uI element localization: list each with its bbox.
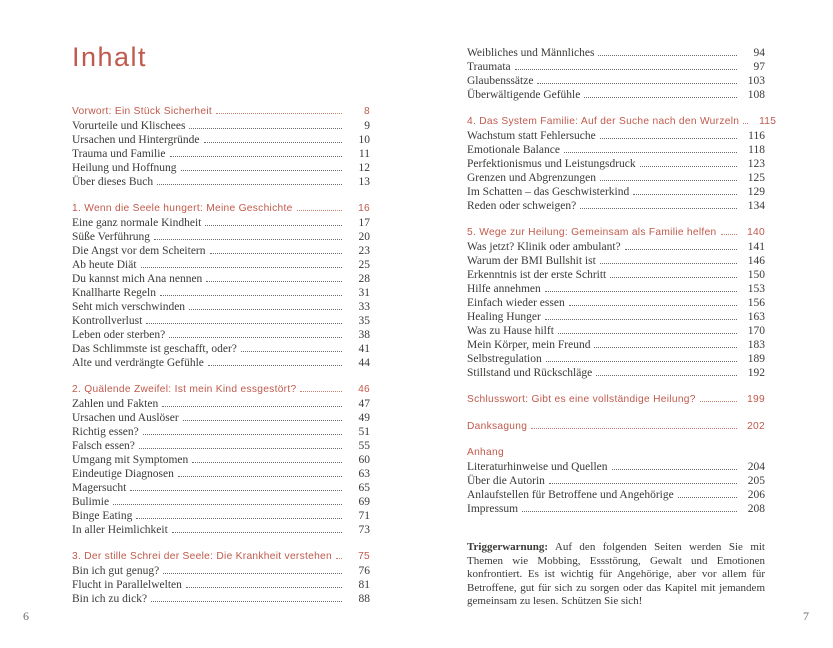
dot-leader: [336, 549, 342, 559]
toc-entry-label: Healing Hunger: [467, 311, 541, 323]
toc-heading-row: [72, 382, 370, 397]
toc-entry-row: [467, 338, 765, 352]
toc-entry-row: [467, 74, 765, 88]
toc-entry-page: 204: [747, 461, 765, 473]
toc-group: [467, 446, 765, 516]
toc-entry-page: 17: [358, 217, 370, 229]
toc-entry-label: Weibliches und Männliches: [467, 47, 595, 59]
toc-entry-page: 51: [358, 426, 370, 438]
dot-leader: [160, 286, 342, 296]
toc-group: [72, 201, 370, 370]
toc-entry-row: [467, 282, 765, 296]
toc-entry-row: [467, 254, 765, 268]
dot-leader: [598, 46, 737, 56]
toc-entry-label: Hilfe annehmen: [467, 283, 541, 295]
toc-entry-page: 60: [358, 454, 370, 466]
toc-entry-label: Grenzen und Abgrenzungen: [467, 172, 597, 184]
toc-entry-page: 189: [747, 353, 765, 365]
dot-leader: [640, 157, 737, 167]
trigger-warning-title: Triggerwarnung:: [467, 541, 549, 553]
toc-entry-label: Alte und verdrängte Gefühle: [72, 357, 204, 369]
toc-entry-row: [467, 199, 765, 213]
toc-entry-label: Eindeutige Diagnosen: [72, 468, 174, 480]
toc-entry-label: Erkenntnis ist der erste Schritt: [467, 269, 607, 281]
toc-entry-label: Glaubenssätze: [467, 75, 534, 87]
toc-entry-page: 141: [747, 241, 765, 253]
toc-entry-page: 205: [747, 475, 765, 487]
toc-entry-label: Ab heute Diät: [72, 259, 137, 271]
toc-entry-page: 150: [747, 269, 765, 281]
toc-entry-page: 115: [759, 116, 777, 127]
toc-entry-row: [467, 46, 765, 60]
dot-leader: [206, 272, 342, 282]
toc-entry-page: 76: [358, 565, 370, 577]
toc-entry-row: [72, 509, 370, 523]
dot-leader: [743, 114, 748, 124]
toc-entry-label: Anhang: [467, 447, 504, 458]
toc-entry-label: Stillstand und Rückschläge: [467, 367, 593, 379]
toc-entry-label: Im Schatten – das Geschwisterkind: [467, 186, 630, 198]
toc-entry-page: 170: [747, 325, 765, 337]
toc-entry-row: [467, 240, 765, 254]
toc-entry-row: [72, 258, 370, 272]
toc-entry-label: Über dieses Buch: [72, 176, 154, 188]
toc-entry-page: 65: [358, 482, 370, 494]
toc-entry-row: [72, 314, 370, 328]
toc-entry-row: [72, 356, 370, 370]
toc-group: [467, 392, 765, 407]
toc-entry-row: [467, 157, 765, 171]
toc-entry-page: 163: [747, 311, 765, 323]
dot-leader: [600, 129, 737, 139]
toc-entry-label: Was jetzt? Klinik oder ambulant?: [467, 241, 621, 253]
toc-entry-label: Perfektionismus und Leistungsdruck: [467, 158, 636, 170]
dot-leader: [192, 453, 342, 463]
dot-leader: [169, 328, 342, 338]
toc-entry-row: [467, 502, 765, 516]
toc-entry-label: Richtig essen?: [72, 426, 139, 438]
toc-entry-row: [72, 133, 370, 147]
dot-leader: [721, 225, 738, 235]
toc-entry-label: Zahlen und Fakten: [72, 398, 159, 410]
dot-leader: [531, 419, 737, 429]
toc-entry-label: Die Angst vor dem Scheitern: [72, 245, 206, 257]
toc-entry-label: 4. Das System Familie: Auf der Suche nach den Wurzeln: [467, 116, 740, 127]
trigger-warning: [467, 541, 765, 609]
dot-leader: [143, 425, 342, 435]
toc-entry-page: 206: [747, 489, 765, 501]
dot-leader: [564, 143, 737, 153]
toc-entry-row: [467, 474, 765, 488]
dot-leader: [522, 502, 737, 512]
dot-leader: [545, 282, 737, 292]
toc-entry-label: Einfach wieder essen: [467, 297, 565, 309]
toc-entry-row: [467, 366, 765, 380]
toc-entry-row: [72, 592, 370, 606]
dot-leader: [549, 474, 737, 484]
toc-entry-label: 5. Wege zur Heilung: Gemeinsam als Familie helfen: [467, 227, 717, 238]
toc-entry-page: 192: [747, 367, 765, 379]
toc-entry-row: [72, 397, 370, 411]
dot-leader: [189, 119, 342, 129]
toc-entry-label: Magersucht: [72, 482, 127, 494]
toc-entry-page: 73: [358, 524, 370, 536]
toc-group: [467, 225, 765, 380]
toc-entry-page: 63: [358, 468, 370, 480]
toc-entry-page: 49: [358, 412, 370, 424]
toc-entry-label: Kontrollverlust: [72, 315, 143, 327]
dot-leader: [515, 60, 737, 70]
toc-entry-page: 183: [747, 339, 765, 351]
toc-entry-row: [72, 439, 370, 453]
toc-entry-row: [467, 171, 765, 185]
toc-entry-row: [72, 216, 370, 230]
toc-entry-label: Süße Verführung: [72, 231, 151, 243]
dot-leader: [130, 481, 342, 491]
dot-leader: [297, 201, 342, 211]
toc-group: [72, 549, 370, 606]
dot-leader: [216, 104, 342, 114]
folio-right: 7: [803, 609, 809, 623]
dot-leader: [181, 161, 342, 171]
toc-entry-page: 69: [358, 496, 370, 508]
toc-entry-label: Ursachen und Hintergründe: [72, 134, 200, 146]
toc-entry-row: [467, 185, 765, 199]
dot-leader: [183, 411, 342, 421]
toc-entry-row: [72, 147, 370, 161]
toc-entry-label: Vorwort: Ein Stück Sicherheit: [72, 106, 213, 117]
toc-entry-label: Was zu Hause hilft: [467, 325, 554, 337]
toc-entry-page: 129: [747, 186, 765, 198]
toc-entry-row: [72, 342, 370, 356]
toc-entry-page: 8: [364, 106, 370, 117]
toc-entry-row: [72, 161, 370, 175]
dot-leader: [569, 296, 737, 306]
toc-entry-row: [467, 310, 765, 324]
toc-entry-row: [72, 495, 370, 509]
toc-group: [72, 104, 370, 189]
toc-entry-label: Leben oder sterben?: [72, 329, 166, 341]
dot-leader: [678, 488, 737, 498]
toc-entry-page: 88: [358, 593, 370, 605]
toc-entry-page: 71: [358, 510, 370, 522]
toc-entry-row: [72, 411, 370, 425]
dot-leader: [558, 324, 737, 334]
toc-entry-label: Trauma und Familie: [72, 148, 166, 160]
toc-group: [467, 114, 777, 213]
toc-entry-page: 31: [358, 287, 370, 299]
toc-entry-page: 35: [358, 315, 370, 327]
toc-entry-page: 46: [358, 384, 370, 395]
toc-entry-label: Mein Körper, mein Freund: [467, 339, 591, 351]
toc-entry-row: [467, 268, 765, 282]
toc-entry-row: [72, 230, 370, 244]
toc-entry-row: [72, 119, 370, 133]
toc-heading-row: [467, 225, 765, 240]
toc-entry-row: [72, 244, 370, 258]
toc-entry-page: 118: [748, 144, 765, 156]
toc-entry-label: Bin ich gut genug?: [72, 565, 160, 577]
toc-entry-page: 12: [358, 162, 370, 174]
toc-entry-label: Danksagung: [467, 421, 528, 432]
toc-entry-page: 103: [747, 75, 765, 87]
toc-entry-label: Reden oder schweigen?: [467, 200, 577, 212]
dot-leader: [189, 300, 342, 310]
toc-entry-page: 146: [747, 255, 765, 267]
dot-leader: [594, 338, 737, 348]
toc-entry-page: 94: [753, 47, 765, 59]
toc-entry-label: Vorurteile und Klischees: [72, 120, 186, 132]
toc-entry-row: [467, 88, 765, 102]
toc-entry-label: Bulimie: [72, 496, 110, 508]
toc-entry-page: 23: [358, 245, 370, 257]
folio-left: 6: [23, 609, 29, 623]
dot-leader: [208, 356, 342, 366]
dot-leader: [584, 88, 737, 98]
toc-entry-label: 1. Wenn die Seele hungert: Meine Geschichte: [72, 203, 293, 214]
toc-entry-page: 108: [747, 89, 765, 101]
toc-heading-row: [72, 201, 370, 216]
toc-entry-page: 47: [358, 398, 370, 410]
toc-entry-label: Anlaufstellen für Betroffene und Angehörige: [467, 489, 674, 501]
toc-entry-page: 55: [358, 440, 370, 452]
dot-leader: [633, 185, 737, 195]
toc-entry-page: 153: [747, 283, 765, 295]
toc-entry-label: Bin ich zu dick?: [72, 593, 148, 605]
toc-entry-page: 202: [747, 421, 765, 432]
dot-leader: [596, 366, 737, 376]
toc-entry-row: [467, 324, 765, 338]
toc-entry-label: Ursachen und Auslöser: [72, 412, 179, 424]
toc-entry-label: Literaturhinweise und Quellen: [467, 461, 608, 473]
dot-leader: [241, 342, 342, 352]
toc-entry-row: [467, 352, 765, 366]
dot-leader: [600, 171, 737, 181]
toc-entry-row: [467, 296, 765, 310]
toc-entry-label: Umgang mit Symptomen: [72, 454, 189, 466]
toc-heading-row: [467, 392, 765, 407]
toc-entry-row: [72, 578, 370, 592]
toc-entry-page: 20: [358, 231, 370, 243]
toc-entry-page: 156: [747, 297, 765, 309]
toc-entry-page: 140: [747, 227, 765, 238]
dot-leader: [151, 592, 342, 602]
dot-leader: [700, 392, 737, 402]
dot-leader: [546, 352, 737, 362]
toc-column-right: [467, 46, 777, 609]
toc-entry-label: Binge Eating: [72, 510, 133, 522]
dot-leader: [537, 74, 737, 84]
toc-entry-row: [467, 460, 765, 474]
toc-entry-label: Überwältigende Gefühle: [467, 89, 581, 101]
toc-heading-row: [72, 549, 370, 564]
toc-group: [467, 419, 765, 434]
toc-entry-page: 16: [358, 203, 370, 214]
dot-leader: [600, 254, 737, 264]
dot-leader: [300, 382, 342, 392]
dot-leader: [204, 133, 342, 143]
toc-group: [467, 46, 765, 102]
toc-entry-row: [72, 453, 370, 467]
toc-entry-row: [72, 481, 370, 495]
dot-leader: [172, 523, 342, 533]
toc-heading-row: [467, 114, 777, 129]
dot-leader: [545, 310, 737, 320]
toc-entry-row: [467, 488, 765, 502]
dot-leader: [186, 578, 342, 588]
dot-leader: [139, 439, 342, 449]
dot-leader: [113, 495, 342, 505]
toc-entry-label: Falsch essen?: [72, 440, 135, 452]
toc-entry-row: [72, 425, 370, 439]
toc-entry-page: 97: [753, 61, 765, 73]
dot-leader: [205, 216, 342, 226]
toc-entry-label: Schlusswort: Gibt es eine vollständige Heilung?: [467, 394, 696, 405]
toc-entry-row: [467, 129, 765, 143]
toc-entry-label: Flucht in Parallelwelten: [72, 579, 182, 591]
toc-heading-row: [72, 104, 370, 119]
toc-entry-label: Seht mich verschwinden: [72, 301, 186, 313]
toc-entry-page: 208: [747, 503, 765, 515]
toc-entry-row: [72, 175, 370, 189]
toc-entry-row: [72, 523, 370, 537]
toc-entry-page: 81: [358, 579, 370, 591]
dot-leader: [141, 258, 342, 268]
toc-entry-label: 3. Der stille Schrei der Seele: Die Krankheit verstehen: [72, 551, 332, 562]
toc-entry-label: Impressum: [467, 503, 519, 515]
toc-entry-page: 116: [748, 130, 765, 142]
toc-entry-page: 13: [358, 176, 370, 188]
dot-leader: [625, 240, 737, 250]
toc-heading-row: [467, 446, 765, 460]
trigger-warning-text: Auf den folgenden Seiten werden Sie mit Themen wie Mobbing, Essstörung, Gewalt und Emotionen konfrontiert. Es ist wichtig für Angehörige, aber vor allem für Betroffene, gut für sich zu sorgen oder das Kapitel mit jemandem gemeinsam zu lesen. Schützen Sie sich!: [467, 541, 765, 608]
dot-leader: [136, 509, 342, 519]
toc-entry-label: Emotionale Balance: [467, 144, 560, 156]
page-title: Inhalt: [72, 42, 148, 72]
toc-entry-row: [72, 286, 370, 300]
toc-entry-row: [72, 467, 370, 481]
toc-entry-label: Über die Autorin: [467, 475, 545, 487]
toc-entry-label: Das Schlimmste ist geschafft, oder?: [72, 343, 237, 355]
toc-entry-page: 10: [358, 134, 370, 146]
toc-entry-page: 38: [358, 329, 370, 341]
toc-entry-label: Du kannst mich Ana nennen: [72, 273, 203, 285]
dot-leader: [146, 314, 342, 324]
dot-leader: [612, 460, 737, 470]
dot-leader: [178, 467, 342, 477]
toc-entry-label: Heilung und Hoffnung: [72, 162, 177, 174]
dot-leader: [162, 397, 342, 407]
toc-group: [72, 382, 370, 537]
toc-entry-page: 41: [358, 343, 370, 355]
dot-leader: [210, 244, 342, 254]
toc-entry-row: [467, 143, 765, 157]
toc-entry-page: 25: [358, 259, 370, 271]
toc-entry-label: Selbstregulation: [467, 353, 542, 365]
toc-heading-row: [467, 419, 765, 434]
toc-entry-label: Warum der BMI Bullshit ist: [467, 255, 596, 267]
toc-entry-page: 9: [364, 120, 370, 132]
dot-leader: [610, 268, 737, 278]
dot-leader: [154, 230, 342, 240]
toc-entry-page: 123: [747, 158, 765, 170]
toc-entry-page: 125: [747, 172, 765, 184]
dot-leader: [163, 564, 342, 574]
toc-entry-page: 134: [747, 200, 765, 212]
toc-entry-label: Eine ganz normale Kindheit: [72, 217, 202, 229]
toc-entry-row: [72, 328, 370, 342]
toc-entry-label: Wachstum statt Fehlersuche: [467, 130, 596, 142]
toc-entry-page: 199: [747, 394, 765, 405]
toc-entry-row: [467, 60, 765, 74]
dot-leader: [157, 175, 342, 185]
dot-leader: [170, 147, 343, 157]
toc-entry-page: 33: [358, 301, 370, 313]
toc-entry-row: [72, 564, 370, 578]
toc-entry-page: 75: [358, 551, 370, 562]
toc-entry-row: [72, 272, 370, 286]
toc-entry-label: Knallharte Regeln: [72, 287, 156, 299]
dot-leader: [580, 199, 737, 209]
toc-entry-label: Traumata: [467, 61, 511, 73]
toc-entry-page: 28: [358, 273, 370, 285]
toc-column-left: [72, 104, 370, 618]
toc-entry-label: In aller Heimlichkeit: [72, 524, 168, 536]
toc-entry-page: 11: [358, 148, 370, 160]
toc-entry-label: 2. Quälende Zweifel: Ist mein Kind essgestört?: [72, 384, 297, 395]
toc-entry-row: [72, 300, 370, 314]
toc-entry-page: 44: [358, 357, 370, 369]
